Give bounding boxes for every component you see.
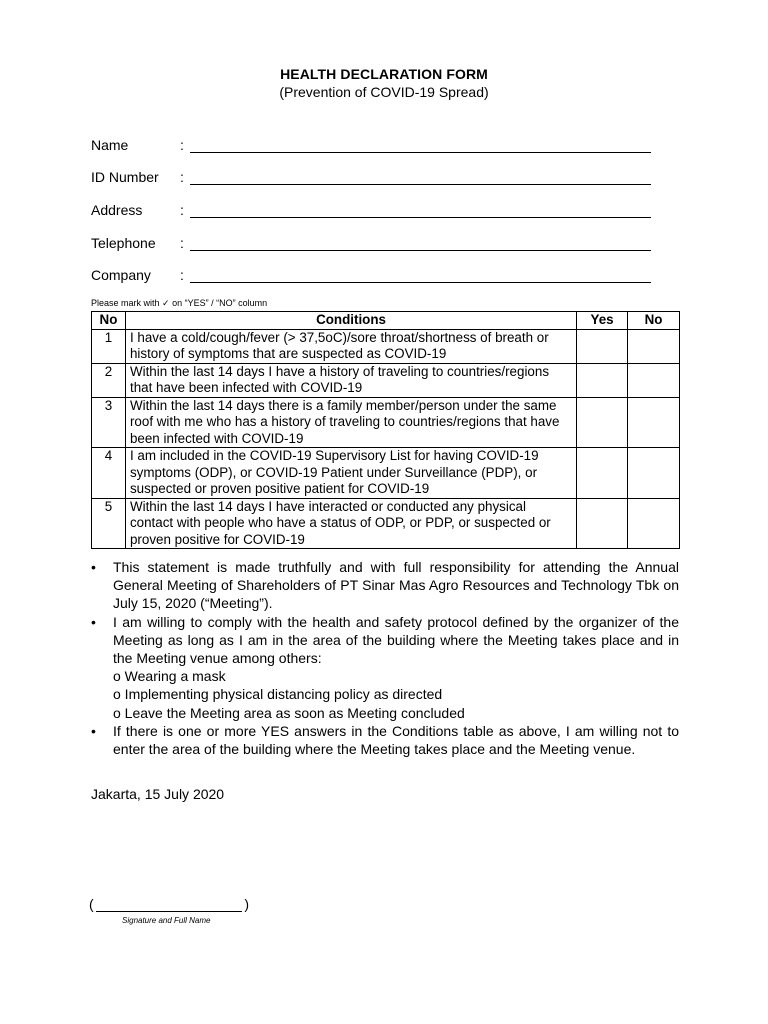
no-checkbox-cell[interactable] bbox=[628, 397, 680, 448]
row-number: 4 bbox=[92, 448, 126, 499]
row-number: 2 bbox=[92, 363, 126, 397]
statement-text: This statement is made truthfully and with full responsibility for attending the Annual General Meeting of Shareholders of PT Sinar Mas Agro Resources and Technology Tbk on July 15, 2020 (“Meeting”). bbox=[113, 559, 679, 612]
paren-open: ( bbox=[89, 896, 94, 912]
condition-text: Within the last 14 days I have a history of traveling to countries/regions that have been infected with COVID-19 bbox=[125, 363, 576, 397]
condition-text: Within the last 14 days there is a family member/person under the same roof with me who has a history of traveling to countries/regions that have been infected with COVID-19 bbox=[125, 397, 576, 448]
row-number: 1 bbox=[92, 329, 126, 363]
protocol-item: o Implementing physical distancing policy as directed bbox=[113, 686, 443, 703]
form-subtitle: (Prevention of COVID-19 Spread) bbox=[279, 84, 489, 100]
condition-text: Within the last 14 days I have interacted or conducted any physical contact with people who have a status of ODP, or PDP, or suspected or proven positive for COVID-19 bbox=[125, 498, 576, 549]
no-checkbox-cell[interactable] bbox=[628, 363, 680, 397]
id-number-field[interactable] bbox=[91, 169, 651, 189]
field-label: ID Number bbox=[91, 169, 159, 185]
telephone-input-line[interactable] bbox=[190, 250, 651, 251]
table-row bbox=[92, 363, 680, 397]
yes-checkbox-cell[interactable] bbox=[577, 363, 628, 397]
company-field[interactable] bbox=[91, 267, 651, 287]
bullet-icon: • bbox=[91, 722, 96, 739]
protocol-item: o Wearing a mask bbox=[113, 668, 226, 685]
signature-caption: Signature and Full Name bbox=[122, 916, 211, 925]
statement-item bbox=[91, 613, 679, 668]
header-yes: Yes bbox=[577, 312, 628, 330]
signature-line[interactable] bbox=[89, 896, 249, 914]
id-number-input-line[interactable] bbox=[190, 184, 651, 185]
field-colon: : bbox=[180, 235, 184, 251]
condition-text: I am included in the COVID-19 Supervisory List for having COVID-19 symptoms (ODP), or COVID-19 Patient under Surveillance (PDP), or suspected or proven positive patient for COVID-19 bbox=[125, 448, 576, 499]
telephone-field[interactable] bbox=[91, 235, 651, 255]
table-row bbox=[92, 448, 680, 499]
field-colon: : bbox=[180, 267, 184, 283]
table-row bbox=[92, 329, 680, 363]
protocol-item: o Leave the Meeting area as soon as Meeting concluded bbox=[113, 704, 465, 721]
no-checkbox-cell[interactable] bbox=[628, 329, 680, 363]
conditions-table bbox=[91, 311, 680, 549]
field-label: Name bbox=[91, 137, 129, 153]
statement-text: I am willing to comply with the health and safety protocol defined by the organizer of the Meeting as long as I am in the area of the building where the Meeting takes place and in the Meeting venue among others: bbox=[113, 613, 679, 667]
paren-close: ) bbox=[244, 896, 249, 912]
statement-text: If there is one or more YES answers in the Conditions table as above, I am willing not to enter the area of the building where the Meeting takes place and the Meeting venue. bbox=[113, 722, 679, 758]
place-date: Jakarta, 15 July 2020 bbox=[91, 786, 225, 802]
statement-item bbox=[91, 558, 679, 613]
field-label: Telephone bbox=[91, 235, 156, 251]
yes-checkbox-cell[interactable] bbox=[577, 329, 628, 363]
field-label: Address bbox=[91, 202, 143, 218]
name-input-line[interactable] bbox=[190, 152, 651, 153]
row-number: 5 bbox=[92, 498, 126, 549]
field-colon: : bbox=[180, 169, 184, 185]
bullet-icon: • bbox=[91, 613, 96, 630]
statements-list bbox=[91, 558, 679, 758]
instruction-note: Please mark with ✓ on “YES” / “NO” column bbox=[91, 298, 268, 308]
table-header-row bbox=[92, 312, 680, 330]
signature-rule[interactable] bbox=[96, 911, 242, 912]
table-row bbox=[92, 397, 680, 448]
statement-item bbox=[91, 722, 679, 758]
address-field[interactable] bbox=[91, 202, 651, 222]
address-input-line[interactable] bbox=[190, 217, 651, 218]
bullet-icon: • bbox=[91, 559, 96, 575]
condition-text: I have a cold/cough/fever (> 37,5oC)/sore throat/shortness of breath or history of symptoms that are suspected as COVID-19 bbox=[125, 329, 576, 363]
field-colon: : bbox=[180, 202, 184, 218]
name-field[interactable] bbox=[91, 137, 651, 157]
form-title: HEALTH DECLARATION FORM bbox=[280, 66, 488, 82]
company-input-line[interactable] bbox=[190, 282, 651, 283]
field-colon: : bbox=[180, 137, 184, 153]
yes-checkbox-cell[interactable] bbox=[577, 448, 628, 499]
header-no: No bbox=[92, 312, 126, 330]
yes-checkbox-cell[interactable] bbox=[577, 397, 628, 448]
no-checkbox-cell[interactable] bbox=[628, 498, 680, 549]
no-checkbox-cell[interactable] bbox=[628, 448, 680, 499]
field-label: Company bbox=[91, 267, 151, 283]
header-no-answer: No bbox=[628, 312, 680, 330]
yes-checkbox-cell[interactable] bbox=[577, 498, 628, 549]
header-conditions: Conditions bbox=[125, 312, 576, 330]
row-number: 3 bbox=[92, 397, 126, 448]
table-row bbox=[92, 498, 680, 549]
